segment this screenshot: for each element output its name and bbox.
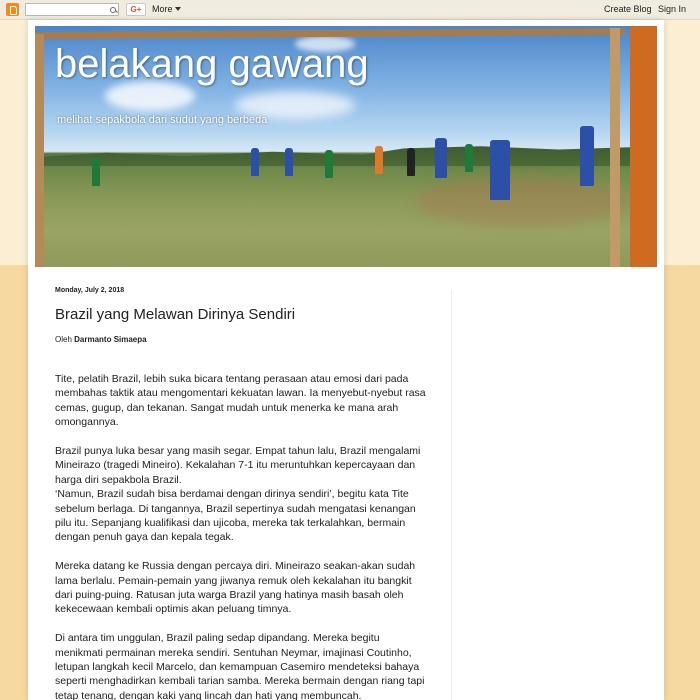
post-paragraph: Di antara tim unggulan, Brazil paling sedap dipandang. Mereka begitu menikmati permainan mereka sendiri. Sentuhan Neymar, imajinasi Coutinho, letupan langkah kecil Marcelo, dan kemampuan Casemiro mendeteksi bahaya seperti menghadirkan kembali tarian samba. Mereka bermain dengan riang tapi tetap tenang, dengan kaki yang lincah dan hati yang membuncah.	[55, 632, 425, 700]
blog-description: melihat sepakbola dari sudut yang berbeda	[57, 114, 268, 126]
author-name: Darmanto Simaepa	[74, 335, 147, 344]
post-author	[55, 335, 147, 344]
search-icon	[110, 7, 116, 13]
blogger-logo-icon[interactable]	[6, 3, 19, 16]
post-paragraph: Tite, pelatih Brazil, lebih suka bicara tentang perasaan atau emosi dari pada membahas taktik atau mengomentari kekuatan lawan. Ia menyebut-nyebut rasa cemas, gugup, dan tekanan. Sangat mudah untuk menerka ke mana arah omongannya.	[55, 373, 426, 429]
caret-down-icon	[175, 7, 181, 11]
post-paragraph: Brazil punya luka besar yang masih segar. Empat tahun lalu, Brazil mengalami Mineirazo (tragedi Mineiro). Kekalahan 7-1 itu meruntuhkan kepercayaan dan harga diri sepakbola Brazil.	[55, 445, 421, 486]
author-prefix: Oleh	[55, 335, 75, 344]
sidebar-divider	[451, 290, 452, 700]
create-blog-link[interactable]: Create Blog	[604, 4, 652, 14]
blogger-navbar	[0, 0, 700, 20]
blog-title[interactable]: belakang gawang	[55, 42, 369, 86]
post-title[interactable]: Brazil yang Melawan Dirinya Sendiri	[55, 306, 296, 323]
search-button[interactable]	[108, 4, 118, 15]
post-paragraph: Mereka datang ke Russia dengan percaya diri. Mineirazo seakan-akan sudah lama berlalu. Pemain-pemain yang jiwanya remuk oleh kekalahan itu bangkit dari puing-puing. Ratusan juta warga Brazil yang hatinya masih basah oleh kekecewaan kembali optimis akan peluang timnya.	[55, 560, 416, 616]
post-paragraph: ‘Namun, Brazil sudah bisa berdamai dengan dirinya sendiri’, begitu kata Tite sebelum berlaga. Di tangannya, Brazil sepertinya sudah mengatasi kenangan pilu itu. Sepanjang kualifikasi dan ujicoba, mereka tak terkalahkan, bermain dengan penuh gaya dan kepala tegak.	[55, 488, 416, 544]
google-plus-button[interactable]: G+	[126, 3, 146, 16]
post-date: Monday, July 2, 2018	[55, 287, 125, 294]
more-menu[interactable]	[152, 4, 181, 14]
sign-in-link[interactable]: Sign In	[658, 4, 687, 14]
header-accent-strip	[630, 26, 657, 267]
blog-search-input[interactable]	[25, 3, 119, 16]
post-body	[55, 372, 430, 700]
more-label: More	[152, 4, 173, 14]
